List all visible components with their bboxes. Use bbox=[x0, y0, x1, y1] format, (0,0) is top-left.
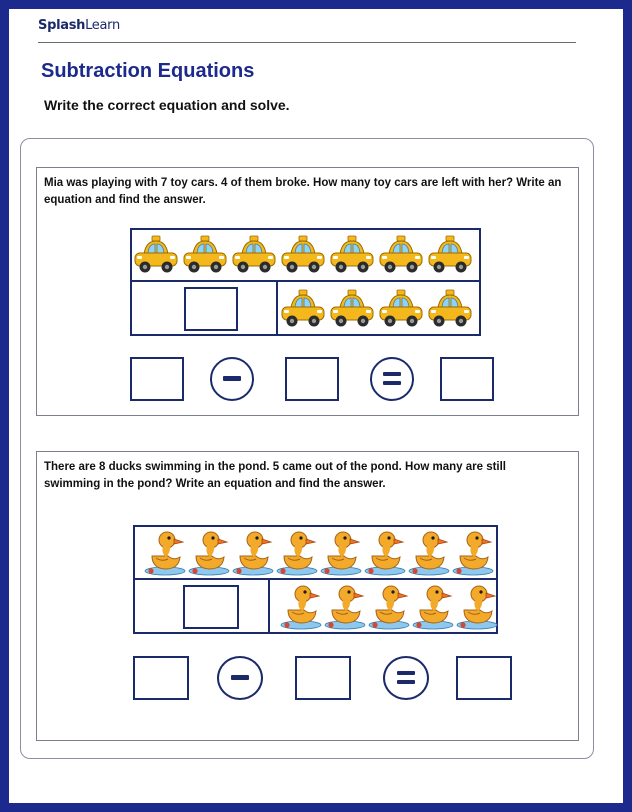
instructions: Write the correct equation and solve. bbox=[44, 97, 290, 113]
page-title: Subtraction Equations bbox=[41, 60, 255, 82]
brand-light: Learn bbox=[85, 18, 120, 33]
minus-icon bbox=[231, 675, 249, 680]
q2-crossed-answer-box[interactable] bbox=[183, 585, 239, 629]
duck-icon bbox=[412, 580, 454, 632]
header-rule bbox=[38, 42, 576, 43]
duck-icon bbox=[144, 526, 186, 578]
duck-icon bbox=[280, 580, 322, 632]
q1-tray-column-divider bbox=[276, 281, 278, 336]
toy-car-icon bbox=[231, 234, 277, 276]
minus-icon bbox=[223, 376, 241, 381]
question-1-text: Mia was playing with 7 toy cars. 4 of them broke. How many toy cars are left with her? Write an equation and find the answer. bbox=[44, 177, 562, 206]
duck-icon bbox=[324, 580, 366, 632]
q2-tray-column-divider bbox=[268, 579, 270, 634]
brand-bold: Splash bbox=[38, 18, 86, 33]
duck-icon bbox=[456, 580, 498, 632]
q1-minus-sign bbox=[210, 357, 254, 401]
duck-icon bbox=[232, 526, 274, 578]
duck-icon bbox=[408, 526, 450, 578]
q1-tray-row-divider bbox=[130, 280, 481, 282]
equals-icon-top bbox=[383, 372, 401, 376]
toy-car-icon bbox=[378, 234, 424, 276]
q1-minuend-box[interactable] bbox=[130, 357, 184, 401]
q2-equals-sign bbox=[383, 656, 429, 700]
toy-car-icon bbox=[329, 234, 375, 276]
duck-icon bbox=[188, 526, 230, 578]
duck-icon bbox=[364, 526, 406, 578]
toy-car-icon bbox=[427, 234, 473, 276]
equals-icon-top bbox=[397, 671, 415, 675]
toy-car-icon bbox=[182, 234, 228, 276]
toy-car-icon bbox=[378, 288, 424, 330]
q2-minus-sign bbox=[217, 656, 263, 700]
q1-subtrahend-box[interactable] bbox=[285, 357, 339, 401]
question-2-text: There are 8 ducks swimming in the pond. 5 came out of the pond. How many are still swimming in the pond? Write an equation and find the answer. bbox=[44, 461, 507, 490]
q2-minuend-box[interactable] bbox=[133, 656, 189, 700]
toy-car-icon bbox=[133, 234, 179, 276]
toy-car-icon bbox=[329, 288, 375, 330]
q1-equals-sign bbox=[370, 357, 414, 401]
toy-car-icon bbox=[280, 234, 326, 276]
toy-car-icon bbox=[280, 288, 326, 330]
duck-icon bbox=[452, 526, 494, 578]
equals-icon-bottom bbox=[383, 381, 401, 385]
q1-difference-box[interactable] bbox=[440, 357, 494, 401]
q2-difference-box[interactable] bbox=[456, 656, 512, 700]
equals-icon-bottom bbox=[397, 680, 415, 684]
duck-icon bbox=[320, 526, 362, 578]
q2-subtrahend-box[interactable] bbox=[295, 656, 351, 700]
duck-icon bbox=[276, 526, 318, 578]
brand-logo bbox=[38, 18, 120, 33]
q1-crossed-answer-box[interactable] bbox=[184, 287, 238, 331]
duck-icon bbox=[368, 580, 410, 632]
toy-car-icon bbox=[427, 288, 473, 330]
